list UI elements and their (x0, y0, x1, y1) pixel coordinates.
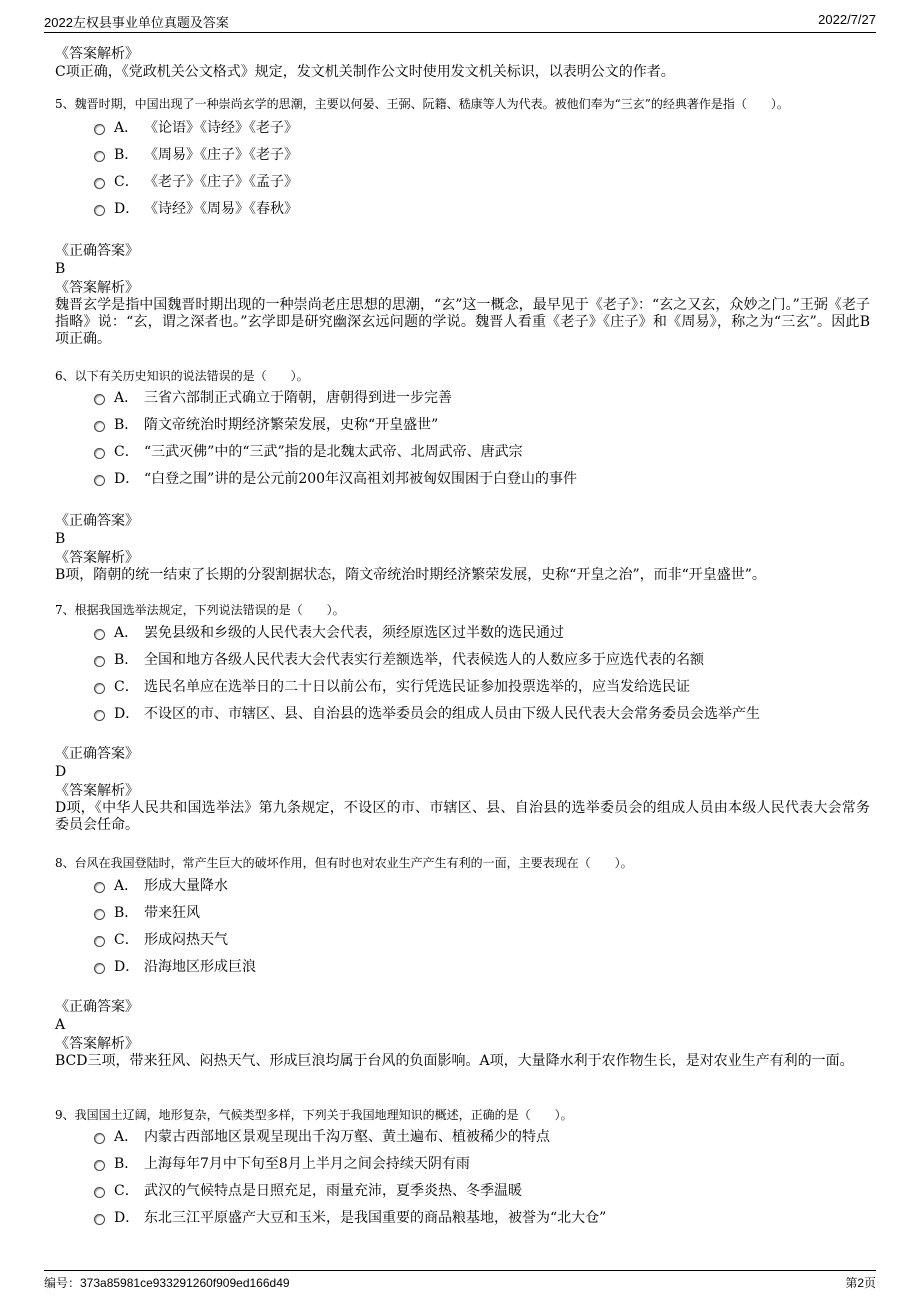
radio-button[interactable] (94, 205, 105, 216)
correct-answer: B (55, 531, 66, 547)
option-a[interactable] (94, 1127, 870, 1147)
option-letter: D． (114, 706, 140, 722)
radio-button[interactable] (94, 629, 105, 640)
option-text: 形成闷热天气 (144, 932, 228, 948)
radio-button[interactable] (94, 683, 105, 694)
analysis-label: 《答案解析》 (55, 550, 139, 566)
correct-answer-label: 《正确答案》 (55, 243, 139, 259)
answer-section (55, 513, 870, 584)
page-footer (44, 1270, 876, 1291)
radio-button[interactable] (94, 421, 105, 432)
option-text: 武汉的气候特点是日照充足，雨量充沛，夏季炎热、冬季温暖 (144, 1183, 522, 1199)
option-text: “三武灭佛”中的“三武”指的是北魏太武帝、北周武帝、唐武宗 (144, 444, 523, 460)
option-letter: D． (114, 201, 140, 217)
option-text: 东北三江平原盛产大豆和玉米，是我国重要的商品粮基地，被誉为“北大仓” (144, 1210, 607, 1226)
option-c[interactable] (94, 172, 870, 192)
answer-section (55, 243, 870, 348)
page-number: 第2页 (845, 1276, 876, 1290)
option-letter: C． (114, 174, 139, 190)
correct-answer-label: 《正确答案》 (55, 999, 139, 1015)
option-text: 《老子》《庄子》《孟子》 (144, 174, 298, 190)
radio-button[interactable] (94, 475, 105, 486)
option-a[interactable] (94, 876, 870, 896)
option-letter: B． (114, 652, 139, 668)
option-d[interactable] (94, 704, 870, 724)
correct-answer: B (55, 261, 66, 277)
option-c[interactable] (94, 442, 870, 462)
correct-answer-label: 《正确答案》 (55, 746, 139, 762)
option-letter: A． (114, 625, 139, 641)
option-letter: C． (114, 679, 139, 695)
option-text: 带来狂风 (144, 905, 200, 921)
radio-button[interactable] (94, 394, 105, 405)
radio-button[interactable] (94, 882, 105, 893)
option-letter: D． (114, 959, 140, 975)
option-b[interactable] (94, 415, 870, 435)
document-title: 2022左权县事业单位真题及答案 (44, 15, 229, 30)
option-a[interactable] (94, 388, 870, 408)
option-a[interactable] (94, 623, 870, 643)
option-text: 沿海地区形成巨浪 (144, 959, 256, 975)
answer-section (55, 746, 870, 834)
radio-button[interactable] (94, 710, 105, 721)
correct-answer: D (55, 764, 67, 780)
radio-button[interactable] (94, 936, 105, 947)
analysis-text: D项，《中华人民共和国选举法》第九条规定，不设区的市、市辖区、县、自治县的选举委员会的组成人员由本级人民代表大会常务委员会任命。 (55, 800, 870, 833)
option-letter: A． (114, 878, 139, 894)
question-stem: 7、根据我国选举法规定，下列说法错误的是（ ）。 (55, 603, 345, 617)
option-b[interactable] (94, 650, 870, 670)
option-text: 三省六部制正式确立于隋朝，唐朝得到进一步完善 (144, 390, 452, 406)
question-stem: 5、魏晋时期，中国出现了一种崇尚玄学的思潮，主要以何晏、王弼、阮籍、嵇康等人为代表。被他们奉为“三玄”的经典著作是指（ ）。 (55, 97, 789, 111)
analysis-label: 《答案解析》 (55, 280, 139, 296)
option-c[interactable] (94, 1181, 870, 1201)
option-b[interactable] (94, 1154, 870, 1174)
option-d[interactable] (94, 957, 870, 977)
option-text: 《诗经》《周易》《春秋》 (144, 201, 298, 217)
option-d[interactable] (94, 199, 870, 219)
radio-button[interactable] (94, 1187, 105, 1198)
option-letter: A． (114, 390, 139, 406)
correct-answer-label: 《正确答案》 (55, 513, 139, 529)
radio-button[interactable] (94, 448, 105, 459)
option-letter: D． (114, 471, 140, 487)
radio-button[interactable] (94, 909, 105, 920)
radio-button[interactable] (94, 963, 105, 974)
option-text: 形成大量降水 (144, 878, 228, 894)
analysis-text: BCD三项，带来狂风、闷热天气、形成巨浪均属于台风的负面影响。A项，大量降水利于农作物生长，是对农业生产有利的一面。 (55, 1053, 854, 1069)
option-letter: A． (114, 1129, 139, 1145)
option-c[interactable] (94, 930, 870, 950)
analysis-label: 《答案解析》 (55, 46, 139, 62)
option-letter: C． (114, 1183, 139, 1199)
analysis-label: 《答案解析》 (55, 1036, 139, 1052)
option-letter: B． (114, 417, 139, 433)
option-c[interactable] (94, 677, 870, 697)
radio-button[interactable] (94, 1214, 105, 1225)
question-stem: 6、以下有关历史知识的说法错误的是（ ）。 (55, 369, 309, 383)
correct-answer: A (55, 1017, 66, 1033)
option-text: 不设区的市、市辖区、县、自治县的选举委员会的组成人员由下级人民代表大会常务委员会选举产生 (144, 706, 760, 722)
option-letter: B． (114, 905, 139, 921)
document-date: 2022/7/27 (818, 12, 876, 27)
option-text: 内蒙古西部地区景观呈现出千沟万壑、黄土遍布、植被稀少的特点 (144, 1129, 550, 1145)
radio-button[interactable] (94, 656, 105, 667)
option-b[interactable] (94, 145, 870, 165)
page-header (44, 12, 876, 33)
option-letter: C． (114, 932, 139, 948)
analysis-label: 《答案解析》 (55, 783, 139, 799)
option-b[interactable] (94, 903, 870, 923)
analysis-text: B项，隋朝的统一结束了长期的分裂割据状态，隋文帝统治时期经济繁荣发展，史称“开皇之治”，而非“开皇盛世”。 (55, 567, 766, 583)
option-text: 罢免县级和乡级的人民代表大会代表，须经原选区过半数的选民通过 (144, 625, 564, 641)
option-letter: B． (114, 147, 139, 163)
radio-button[interactable] (94, 1133, 105, 1144)
analysis-text: 魏晋玄学是指中国魏晋时期出现的一种崇尚老庄思想的思潮，“玄”这一概念，最早见于《老子》：“玄之又玄，众妙之门。”王弼《老子指略》说：“玄，谓之深者也。”玄学即是研究幽深玄远问题的学说。魏晋人看重《老子》《庄子》和《周易》，称之为“三玄”。因此B项正确。 (55, 297, 870, 347)
option-text: 《论语》《诗经》《老子》 (144, 120, 298, 136)
radio-button[interactable] (94, 1160, 105, 1171)
question-stem: 9、我国国土辽阔，地形复杂，气候类型多样，下列关于我国地理知识的概述，正确的是（ ）。 (55, 1108, 573, 1122)
option-letter: B． (114, 1156, 139, 1172)
question-stem: 8、台风在我国登陆时，常产生巨大的破坏作用，但有时也对农业生产产生有利的一面，主要表现在（ ）。 (55, 856, 633, 870)
option-a[interactable] (94, 118, 870, 138)
prev-answer-analysis (55, 46, 870, 81)
option-text: 上海每年7月中下旬至8月上半月之间会持续天阴有雨 (144, 1156, 470, 1172)
option-d[interactable] (94, 1208, 870, 1228)
option-letter: C． (114, 444, 139, 460)
analysis-text: C项正确，《党政机关公文格式》规定，发文机关制作公文时使用发文机关标识，以表明公文的作者。 (55, 64, 675, 80)
option-text: 《周易》《庄子》《老子》 (144, 147, 298, 163)
option-letter: A． (114, 120, 139, 136)
radio-button[interactable] (94, 178, 105, 189)
option-text: 选民名单应在选举日的二十日以前公布，实行凭选民证参加投票选举的，应当发给选民证 (144, 679, 690, 695)
option-text: “白登之围”讲的是公元前200年汉高祖刘邦被匈奴围困于白登山的事件 (144, 471, 578, 487)
radio-button[interactable] (94, 124, 105, 135)
option-text: 全国和地方各级人民代表大会代表实行差额选举，代表候选人的人数应多于应选代表的名额 (144, 652, 704, 668)
radio-button[interactable] (94, 151, 105, 162)
option-d[interactable] (94, 469, 870, 489)
option-letter: D． (114, 1210, 140, 1226)
document-code: 编号：373a85981ce933291260f909ed166d49 (44, 1276, 290, 1290)
answer-section (55, 999, 870, 1070)
option-text: 隋文帝统治时期经济繁荣发展，史称“开皇盛世” (144, 417, 439, 433)
